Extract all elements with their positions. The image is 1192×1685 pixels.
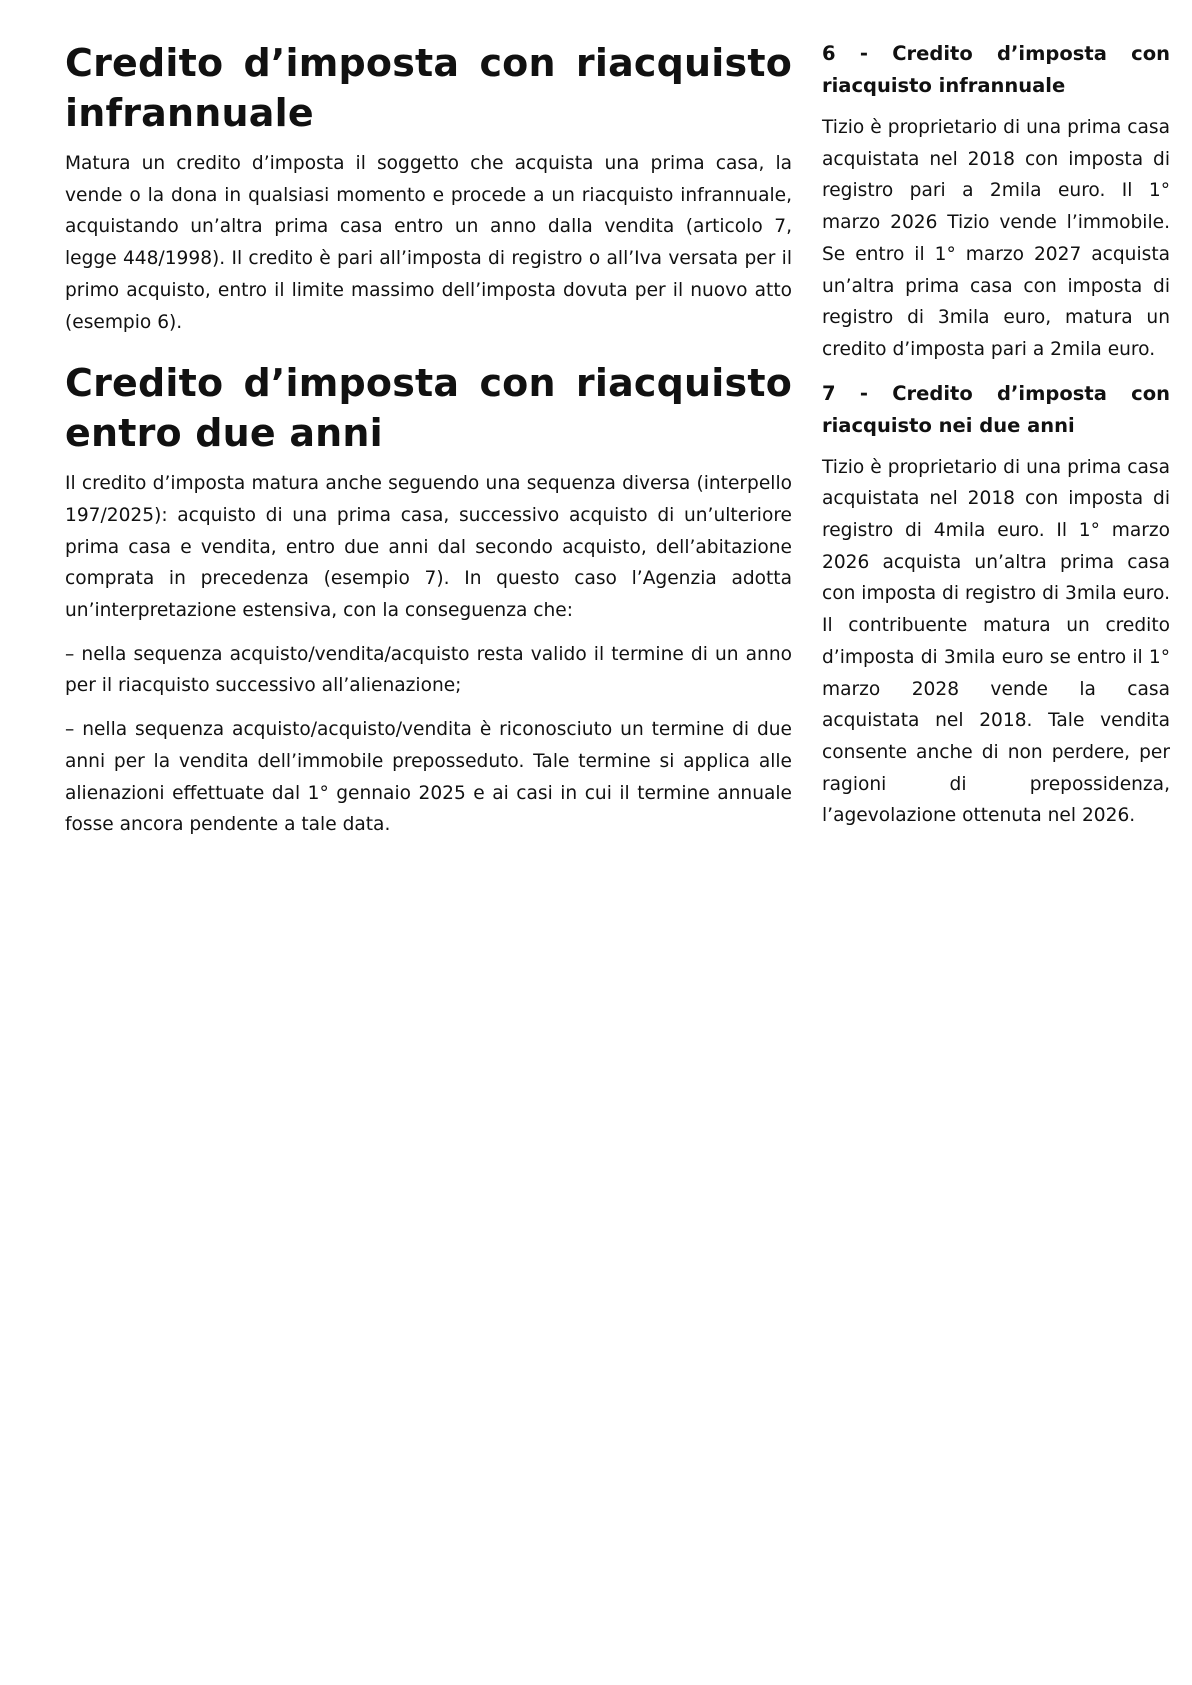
main-column (65, 38, 792, 853)
example-heading: 6 - Credito d’imposta con riacquisto infrannuale (822, 42, 1170, 97)
list-item: – nella sequenza acquisto/acquisto/vendita è riconosciuto un termine di due anni per la vendita dell’immobile preposseduto. Tale termine si applica alle alienazioni effettuate dal 1° gennaio 2025 e ai casi in cui il termine annuale fosse ancora pendente a tale data. (65, 719, 792, 836)
example-text: Tizio è proprietario di una prima casa acquistata nel 2018 con imposta di registro di 4mila euro. Il 1° marzo 2026 acquista un’altra prima casa con imposta di registro di 3mila euro. Il contribuente matura un credito d’imposta di 3mila euro se entro il 1° marzo 2028 vende la casa acquistata nel 2018. Tale vendita consente anche di non perdere, per ragioni di prepossidenza, l’agevolazione ottenuta nel 2026. (822, 456, 1170, 827)
example-6 (822, 38, 1170, 366)
body-paragraph: Il credito d’imposta matura anche seguendo una sequenza diversa (interpello 197/2025): acquisto di una prima casa, successivo acquisto di un’ulteriore prima casa e vendita, entro due anni dal secondo acquisto, dell’abitazione comprata in precedenza (esempio 7). In questo caso l’Agenzia adotta un’interpretazione estensiva, con la conseguenza che: (65, 473, 792, 622)
section-riacquisto-infrannuale (65, 38, 792, 338)
body-paragraph: Matura un credito d’imposta il soggetto che acquista una prima casa, la vende o la dona in qualsiasi momento e procede a un riacquisto infrannuale, acquistando un’altra prima casa entro un anno dalla vendita (articolo 7, legge 448/1998). Il credito è pari all’imposta di registro o all’Iva versata per il primo acquisto, entro il limite massimo dell’imposta dovuta per il nuovo atto (esempio 6). (65, 153, 792, 333)
example-text: Tizio è proprietario di una prima casa acquistata nel 2018 con imposta di registro pari a 2mila euro. Il 1° marzo 2026 Tizio vende l’immobile. Se entro il 1° marzo 2027 acquista un’altra prima casa con imposta di registro di 3mila euro, matura un credito d’imposta pari a 2mila euro. (822, 117, 1170, 360)
section-heading: Credito d’imposta con riacquisto infrannuale (65, 41, 792, 135)
section-heading: Credito d’imposta con riacquisto entro due anni (65, 361, 792, 456)
examples-sidebar (822, 38, 1170, 844)
section-riacquisto-due-anni (65, 358, 792, 841)
list-item: – nella sequenza acquisto/vendita/acquisto resta valido il termine di un anno per il riacquisto successivo all’alienazione; (65, 643, 792, 697)
example-heading: 7 - Credito d’imposta con riacquisto nei due anni (822, 381, 1170, 437)
example-7 (822, 378, 1170, 832)
